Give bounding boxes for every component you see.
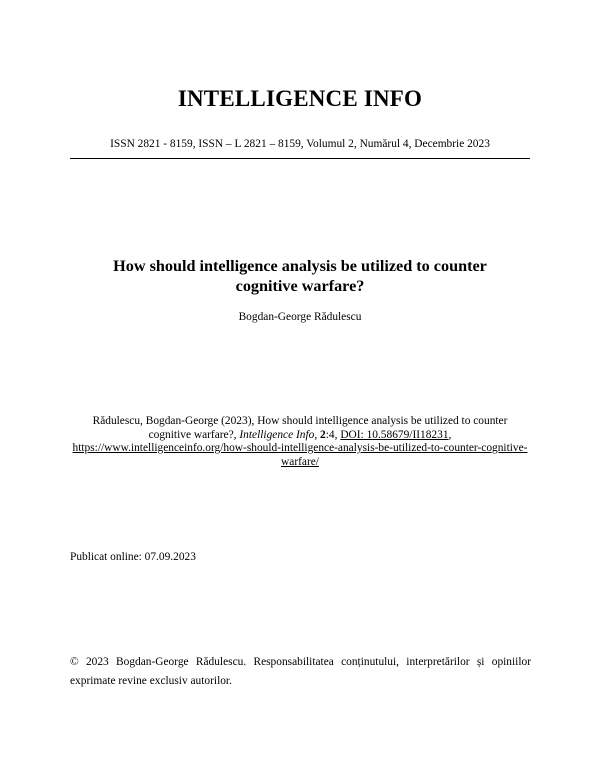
article-title-line-1: How should intelligence analysis be utilized to counter (113, 257, 487, 275)
article-title-line-2: cognitive warfare? (235, 277, 365, 295)
citation-separator: , (314, 428, 321, 441)
citation-separator-2: , (448, 428, 452, 441)
copyright-notice: © 2023 Bogdan-George Rădulescu. Responsabilitatea conținutului, interpretărilor și opiniilor exprimate revine exclusiv autorilor. (70, 656, 531, 687)
citation-issue: :4, (325, 428, 341, 441)
author-name: Bogdan-George Rădulescu (238, 311, 362, 323)
citation-volume: 2 (320, 428, 326, 441)
issn-line: ISSN 2821 - 8159, ISSN – L 2821 – 8159, Volumul 2, Numărul 4, Decembrie 2023 (110, 138, 490, 150)
publication-date: Publicat online: 07.09.2023 (70, 551, 196, 563)
citation (70, 415, 530, 469)
article-url-link[interactable]: https://www.intelligenceinfo.org/how-should-intelligence-analysis-be-utilized-to-counter-cognitive-warfare/ (72, 442, 528, 468)
header-divider (70, 158, 530, 159)
doi-link[interactable]: DOI: 10.58679/II18231 (340, 428, 449, 441)
citation-text: Rădulescu, Bogdan-George (2023), How should intelligence analysis be utilized to counter cognitive warfare?, (92, 415, 508, 441)
journal-title: INTELLIGENCE INFO (177, 86, 423, 111)
citation-journal: Intelligence Info (239, 428, 315, 441)
article-title (60, 256, 540, 296)
